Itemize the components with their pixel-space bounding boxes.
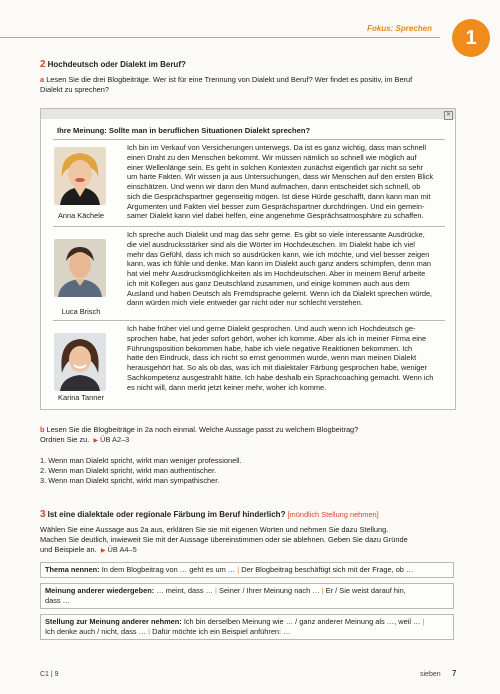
phrase-text: … meint, dass … | Seiner / Ihrer Meinung nach … | Er / Sie weist darauf hin,: [156, 586, 406, 595]
avatar-karina: [54, 333, 106, 391]
phrase-box-position: [40, 614, 454, 640]
exercise-reference: [99, 545, 137, 554]
text-line: kann, was ich fühle und denke. Man kann im Dialekt auch ganz anders schimpfen, denn man: [127, 259, 432, 269]
text-line: Ich spreche auch Dialekt und mag das sehr gerne. Es gibt so viele interessante Ausdrücke,: [127, 230, 425, 239]
task-title: Ist eine dialektale oder regionale Färbung im Beruf hinderlich?: [47, 510, 286, 519]
separator-bar: |: [148, 626, 151, 636]
task3-heading: [40, 508, 460, 521]
task-note: [mündlich Stellung nehmen]: [287, 510, 379, 519]
author-name: Anna Kächele: [57, 211, 105, 220]
text-line: sprochen habe, hat jeder sofort gehört, woher ich komme. Aber als ich in meiner Firma eine: [127, 333, 427, 343]
triangle-icon: ▶: [93, 437, 99, 444]
header-rule: [0, 37, 440, 38]
task2a-instruction: [40, 75, 460, 95]
avatar-anna: [54, 147, 106, 205]
task-title: Hochdeutsch oder Dialekt im Beruf?: [47, 60, 186, 69]
blog-post-text: [127, 143, 445, 221]
text-line: ich mit Kollegen aus ganz Deutschland zusammen, und einige kommen auch aus dem: [127, 278, 410, 288]
separator-bar: |: [237, 565, 240, 574]
text-line: Führungsposition bekommen habe, habe ich viele negative Reaktionen bekommen. Ich: [127, 343, 413, 353]
footer-page-word: sieben: [420, 671, 441, 678]
text-line: einer Wellenlänge sein. Es geht in solchen Kontexten zunächst eigentlich gar nicht so sehr: [127, 162, 424, 172]
phrase-box-topic: [40, 562, 454, 578]
text-line: mehr das Gefühl, dass ich mich so ausdrücken kann, wie ich möchte, und viel besser zeigen: [127, 249, 430, 259]
divider: [53, 226, 445, 227]
instruction-line: Lesen Sie die Blogbeiträge in 2a noch einmal. Welche Aussage passt zu welchem Blogbeitrag?: [46, 425, 359, 434]
divider: [53, 139, 445, 140]
close-icon[interactable]: ✕: [445, 112, 452, 118]
phrase-label: Thema nennen:: [45, 565, 100, 574]
text-line: einschätzen. Und wenn wir dann den Mund aufmachen, dann entscheidet sich schnell, ob: [127, 182, 421, 192]
blog-title: Ihre Meinung: Sollte man in beruflichen Situationen Dialekt sprechen?: [57, 126, 311, 135]
avatar-luca: [54, 239, 106, 297]
reference-text: ÜB A2–3: [100, 434, 130, 444]
instruction-line: und Beispiele an.: [40, 544, 97, 554]
section-label: Fokus: Sprechen: [367, 24, 432, 33]
phrase-box-opinion: [40, 583, 454, 609]
phrase-label: Stellung zur Meinung anderer nehmen:: [45, 617, 182, 626]
footer-level: C1 | 9: [40, 671, 59, 678]
blog-post-text: [127, 230, 445, 308]
text-line: einen Draht zu den Menschen bekommt. Wir müssen nämlich so schnell wie möglich auf: [127, 152, 417, 162]
list-item: 3. Wenn man Dialekt spricht, wirkt man sympathischer.: [40, 475, 220, 485]
task3-instruction: [40, 525, 460, 555]
text-line: Ich bin im Verkauf von Versicherungen unterwegs. Da ist es ganz wichtig, dass man schnell: [127, 143, 427, 152]
chapter-badge: 1: [452, 19, 490, 57]
phrase-text: dass …: [45, 595, 71, 605]
text-line: Ausland und haben Deutsch als Fremdsprache gelernt. Wenn ich da Dialekt sprechen würde,: [127, 288, 433, 298]
instruction-line: Dialekt zu sprechen?: [40, 84, 110, 94]
task-number: 3: [40, 509, 46, 520]
text-line: die viel ausdrucksstärker sind als die Wörter im Hochdeutschen. Im Dialekt habe ich viel: [127, 239, 415, 249]
instruction-line: Wählen Sie eine Aussage aus 2a aus, erklären Sie sie mit eigenen Worten und nehmen Sie dazu Stellung.: [40, 525, 389, 534]
separator-bar: |: [215, 586, 217, 595]
text-line: Argumenten und Fakten viel besser zum Gesprächspartner durchdringen. Und ein gemein-: [127, 201, 425, 211]
blog-post-text: [127, 324, 445, 392]
text-line: samer Dialekt kann viel dabei helfen, eine angenehme Gesprächsatmosphäre zu schaffen.: [127, 211, 424, 221]
blog-panel: [40, 108, 456, 410]
list-item: 1. Wenn man Dialekt spricht, wirkt man weniger professionell.: [40, 456, 242, 465]
subtask-label: b: [40, 425, 45, 434]
text-line: herausgehört hat. So als ob das, was ich mit dialektaler Färbung gesprochen habe, weniger: [127, 363, 427, 373]
task2b-instruction: [40, 425, 460, 446]
statement-list: [40, 456, 242, 485]
separator-bar: |: [422, 617, 425, 626]
text-line: sich die Gesprächspartner gegenseitig mögen. Ist diese Hürde geschafft, dann kann man mit: [127, 191, 431, 201]
text-line: Ich habe früher viel und gerne Dialekt gesprochen. Und auch wenn ich Hochdeutsch ge-: [127, 324, 416, 333]
text-line: Sachkompetenz ausgestrahlt hätte. Ich habe deshalb ein Sprachcoaching gemacht. Wenn ich: [127, 372, 434, 382]
exercise-reference: [91, 435, 129, 444]
phrase-text: Ich bin derselben Meinung wie … / ganz anderer Meinung als …, weil … |: [183, 617, 425, 626]
instruction-line: Ordnen Sie zu.: [40, 434, 90, 444]
task2-heading: [40, 58, 186, 71]
phrase-text: Ich denke auch / nicht, dass … | Dafür möchte ich ein Beispiel anführen: …: [45, 626, 291, 636]
separator-bar: |: [321, 586, 324, 595]
author-name: Luca Brisch: [61, 307, 101, 316]
author-name: Karina Tanner: [58, 393, 104, 402]
reference-text: ÜB A4–5: [107, 544, 137, 554]
text-line: es nicht will, dann merkt jetzt keiner mehr, woher ich komme.: [127, 382, 327, 392]
text-line: hat viel mehr Ausdrucksmöglichkeiten als im Hochdeutschen. Aber in meinem Beruf arbeite: [127, 269, 426, 279]
text-line: um harte Fakten. Wir wissen ja aus Untersuchungen, dass wir Menschen auf den ersten Blick: [127, 172, 434, 182]
blog-panel-titlebar: [41, 109, 455, 119]
phrase-label: Meinung anderer wiedergeben:: [45, 586, 155, 595]
task-number: 2: [40, 59, 46, 70]
instruction-line: Lesen Sie die drei Blogbeiträge. Wer ist für eine Trennung von Dialekt und Beruf? Wer findet es positiv, im Beruf: [46, 75, 413, 84]
instruction-line: Machen Sie deutlich, inwieweit Sie mit der Aussage übereinstimmen oder sie ablehnen. Geben Sie dazu Gründe: [40, 534, 408, 544]
subtask-label: a: [40, 75, 45, 84]
list-item: 2. Wenn man Dialekt spricht, wirkt man authentischer.: [40, 465, 217, 475]
phrase-text: In dem Blogbeitrag von … geht es um … | Der Blogbeitrag beschäftigt sich mit der Frage, ob …: [101, 565, 414, 574]
text-line: dann würden mich viele entweder gar nicht oder nur schlecht verstehen.: [127, 298, 363, 308]
text-line: hatte den Eindruck, dass ich nicht so ernst genommen wurde, wenn man meinen Dialekt: [127, 353, 417, 363]
triangle-icon: ▶: [100, 547, 106, 554]
divider: [53, 320, 445, 321]
page-number: 7: [452, 669, 457, 678]
